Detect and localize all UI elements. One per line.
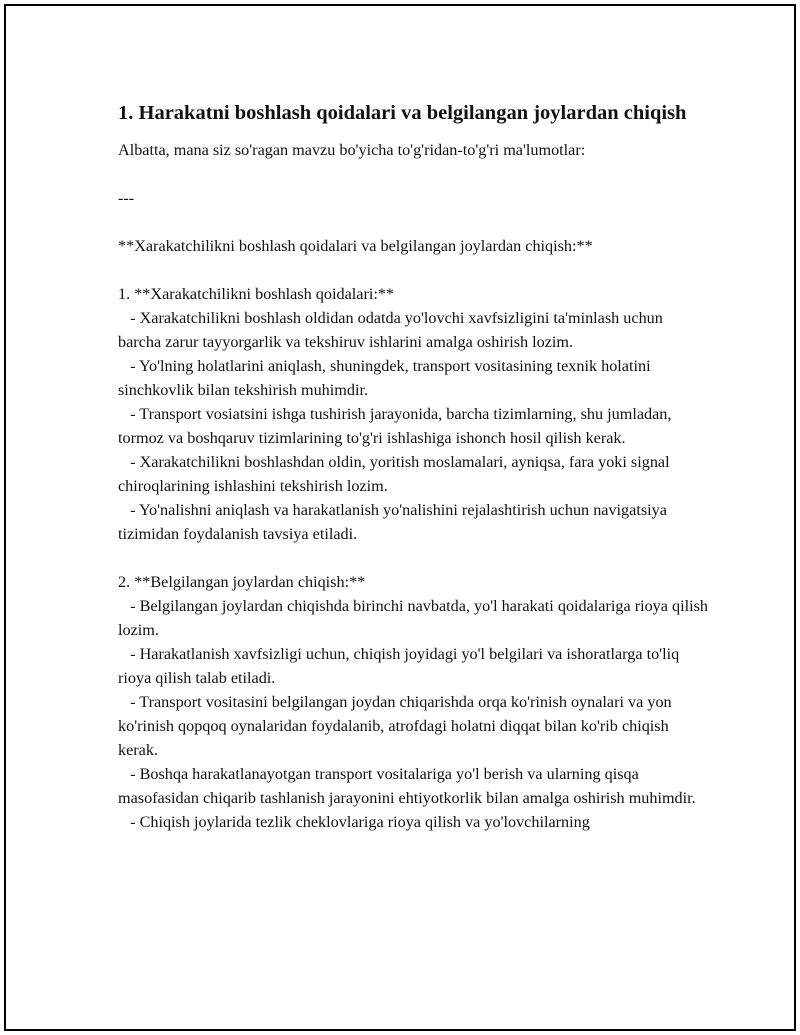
document-title: 1. Harakatni boshlash qoidalari va belgilangan joylardan chiqish <box>118 102 687 124</box>
document-body: Albatta, mana siz so'ragan mavzu bo'yicha to'g'ridan-to'g'ri ma'lumotlar: --- **Xarakatchilikni boshlash qoidalari va belgilangan joylardan chiqish:** 1. **Xarakatchilikni boshlash qoidalari:** - Xarakatchilikni boshlash oldidan odatda yo'lovchi xavfsizligini ta'minlash uchun barcha zarur tayyorgarlik va tekshiruv ishlarini amalga oshirish lozim. - Yo'lning holatlarini aniqlash, shuningdek, transport vositasining texnik holatini sinchkovlik bilan tekshirish muhimdir. - Transport vosiatsini ishga tushirish jarayonida, barcha tizimlarning, shu jumladan, tormoz va boshqaruv tizimlarining to'g'ri ishlashiga ishonch hosil qilish kerak. - Xarakatchilikni boshlashdan oldin, yoritish moslamalari, ayniqsa, fara yoki signal chiroqlarining ishlashini tekshirish lozim. - Yo'nalishni aniqlash va harakatlanish yo'nalishini rejalashtirish uchun navigatsiya tizimidan foydalanish tavsiya etiladi. 2. **Belgilangan joylardan chiqish:** - Belgilangan joylardan chiqishda birinchi navbatda, yo'l harakati qoidalariga rioya qilish lozim. - Harakatlanish xavfsizligi uchun, chiqish joyidagi yo'l belgilari va ishoratlarga to'liq rioya qilish talab etiladi. - Transport vositasini belgilangan joydan chiqarishda orqa ko'rinish oynalari va yon ko'rinish qopqoq oynalaridan foydalanib, atrofdagi holatni diqqat bilan ko'rib chiqish kerak. - Boshqa harakatlanayotgan transport vositalariga yo'l berish va ularning qisqa masofasidan chiqarib tashlanish jarayonini ehtiyotkorlik bilan amalga oshirish muhimdir. - Chiqish joylarida tezlik cheklovlariga rioya qilish va yo'lovchilarning <box>118 141 708 831</box>
page-frame <box>4 4 796 1031</box>
document-content <box>118 98 708 834</box>
